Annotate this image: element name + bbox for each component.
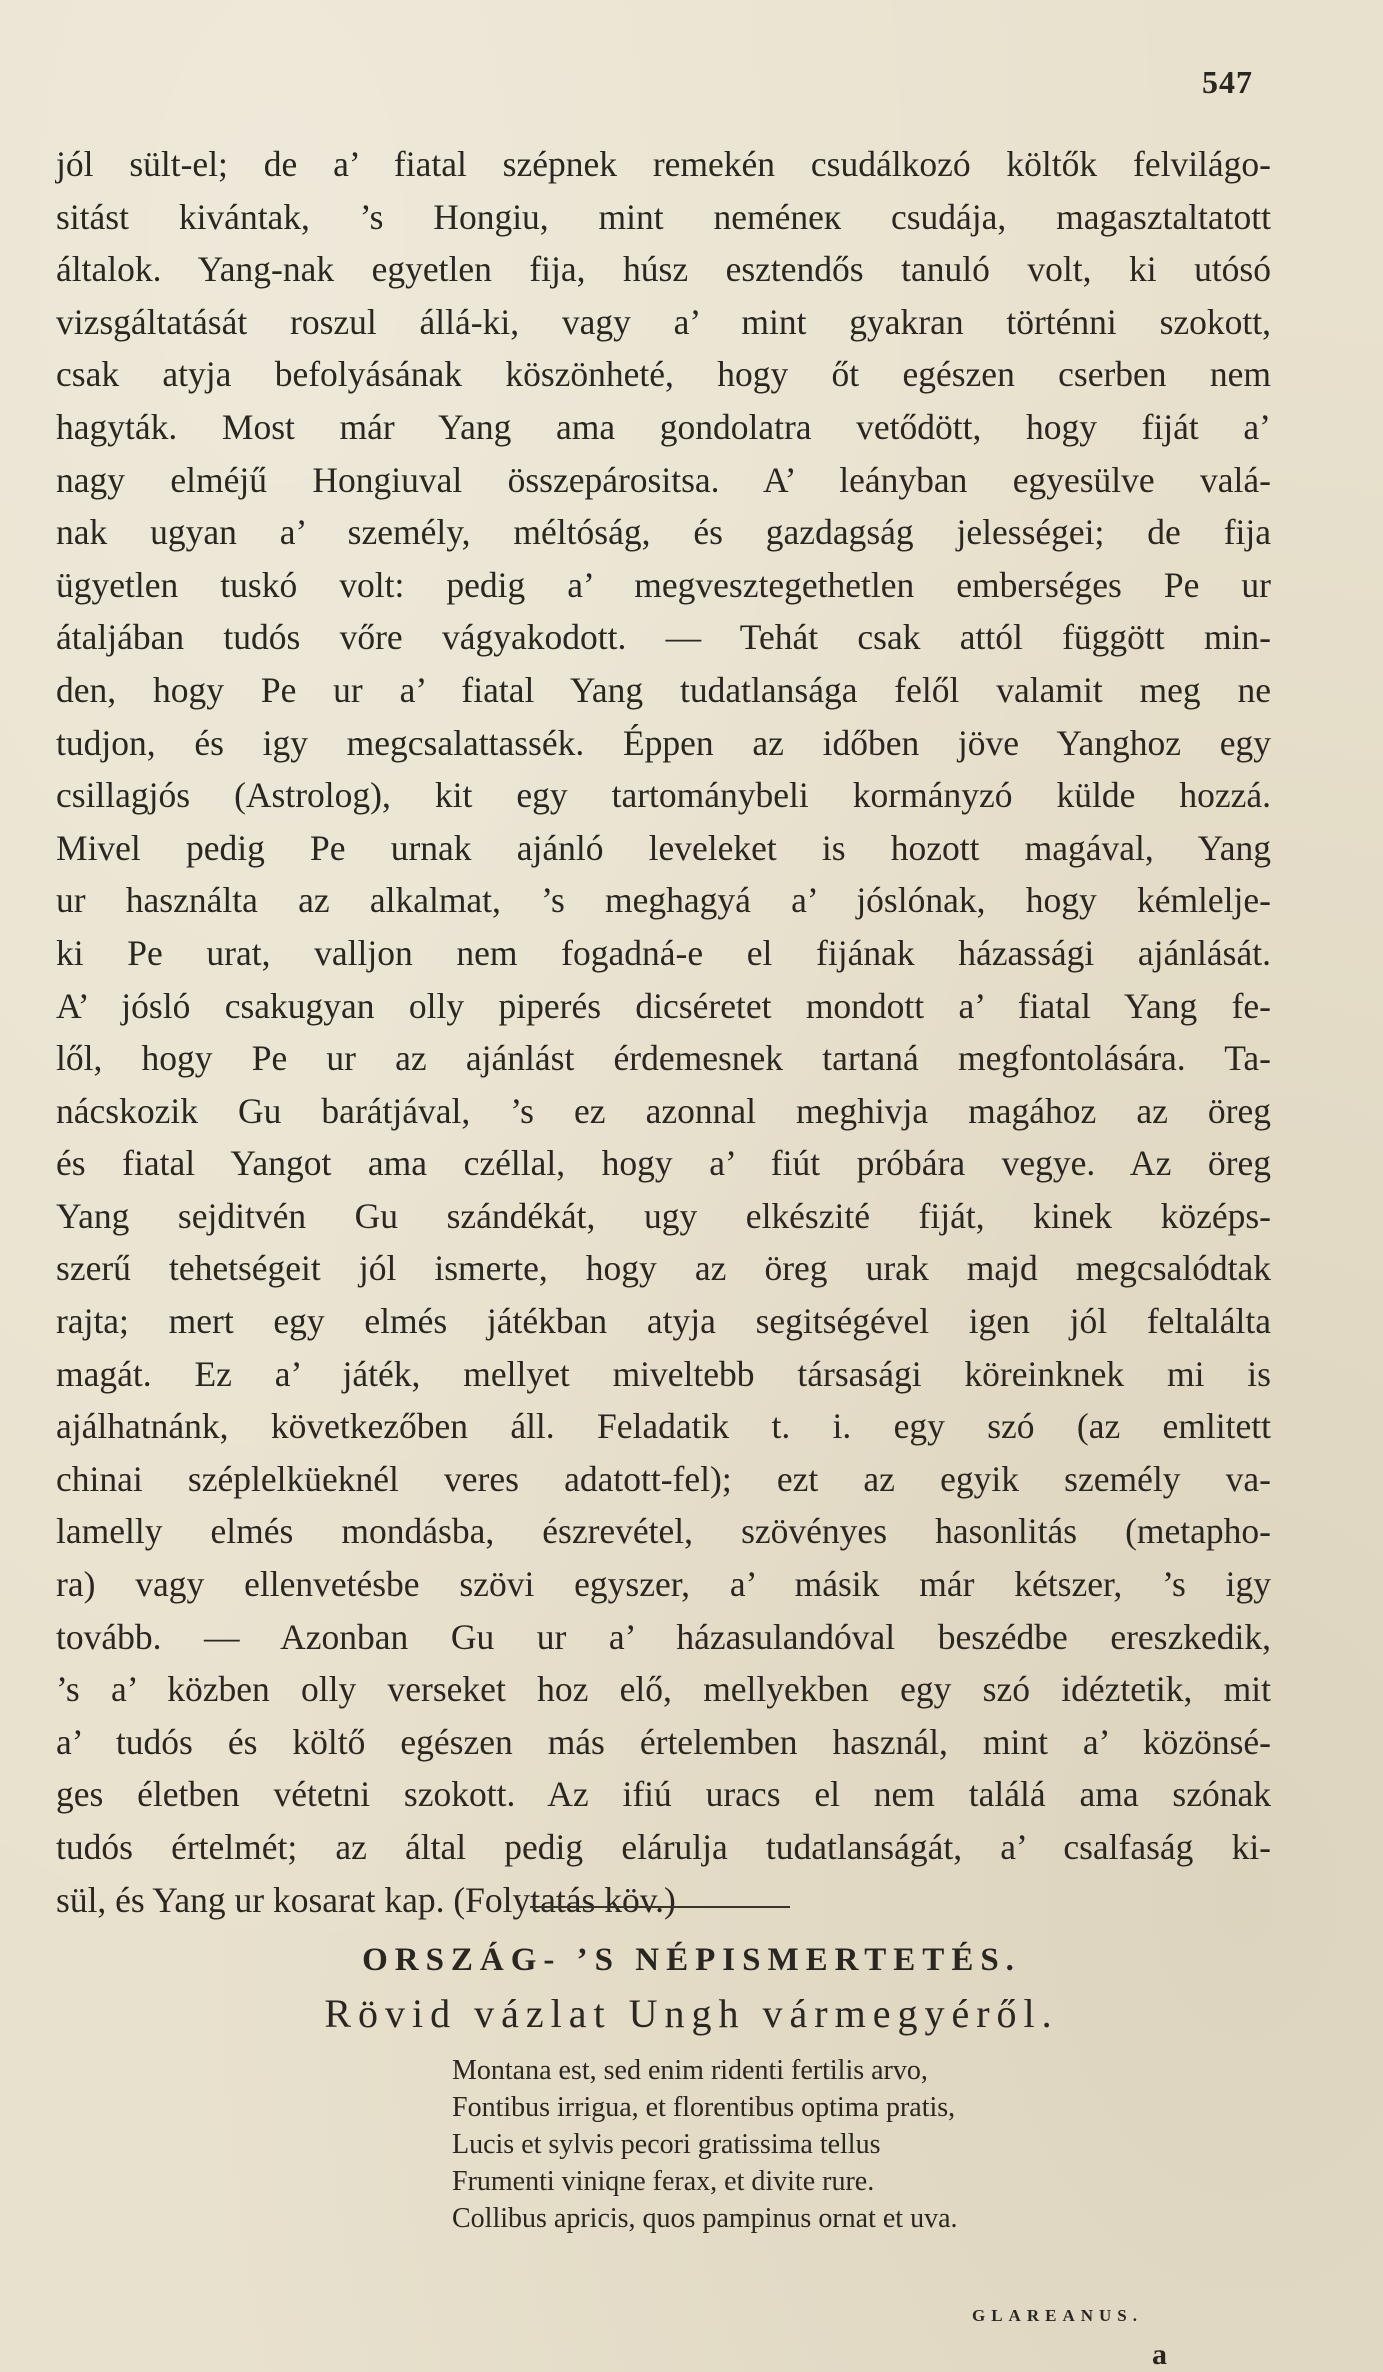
text-line: hagyták. Most már Yang ama gondolatra vetődött, hogy fiját a’ — [56, 406, 1271, 447]
section-divider — [530, 1906, 790, 1908]
page-number: 547 — [1202, 64, 1253, 100]
text-line: ajálhatnánk, következőben áll. Feladatik t. i. egy szó (az emlitett — [56, 1406, 1271, 1447]
text-line: ur használta az alkalmat, ’s meghagyá a’ jóslónak, hogy kémlelje- — [56, 880, 1271, 921]
text-line: lamelly elmés mondásba, észrevétel, szövényes hasonlitás (metapho- — [56, 1511, 1271, 1552]
text-line: den, hogy Pe ur a’ fiatal Yang tudatlansága felől valamit meg ne — [56, 669, 1271, 710]
epigraph-verse — [452, 2052, 1172, 2237]
section-subheading: Rövid vázlat Ungh vármegyéről. — [324, 1991, 1059, 2036]
text-line: rajta; mert egy elmés játékban atyja segitségével igen jól feltalálta — [56, 1301, 1271, 1342]
verse-line: Lucis et sylvis pecori gratissima tellus — [452, 2129, 881, 2160]
text-line: nagy elméjű Hongiuval összepárositsa. A’ leányban egyesülve valá- — [56, 459, 1271, 500]
text-line: sül, és Yang ur kosarat kap. (Folytatás köv.) — [56, 1879, 676, 1920]
text-line: ügyetlen tuskó volt: pedig a’ megvesztegethetlen emberséges Pe ur — [56, 564, 1271, 605]
text-line: lől, hogy Pe ur az ajánlást érdemesnek tartaná megfontolására. Ta- — [56, 1038, 1271, 1079]
text-line: jól sült-el; de a’ fiatal szépnek remekén csudálkozó költők felvilágo- — [56, 144, 1271, 184]
text-line: tudós értelmét; az által pedig elárulja tudatlanságát, a’ csalfaság ki- — [56, 1827, 1271, 1867]
text-line: a’ tudós és költő egészen más értelemben használ, mint a’ közönsé- — [56, 1721, 1271, 1762]
text-line: nácskozik Gu barátjával, ’s ez azonnal meghivja magához az öreg — [56, 1090, 1271, 1131]
body-text — [56, 138, 1271, 1926]
text-line: ’s a’ közben olly verseket hoz elő, mellyekben egy szó idéztetik, mit — [56, 1669, 1271, 1710]
text-line: és fiatal Yangot ama czéllal, hogy a’ fiút próbára vegye. Az öreg — [56, 1143, 1271, 1184]
text-line: csak atyja befolyásának köszönheté, hogy őt egészen cserben nem — [56, 354, 1271, 395]
text-line: nak ugyan a’ személy, méltóság, és gazdagság jelességei; de fija — [56, 512, 1271, 553]
text-line: tovább. — Azonban Gu ur a’ házasulandóval beszédbe ereszkedik, — [56, 1616, 1271, 1657]
text-line: szerű tehetségeit jól ismerte, hogy az öreg urak majd megcsalódtak — [56, 1248, 1271, 1289]
verse-line: Frumenti viniqne ferax, et divite rure. — [452, 2166, 875, 2197]
text-line: Mivel pedig Pe urnak ajánló leveleket is hozott magával, Yang — [56, 827, 1271, 868]
text-line: átaljában tudós vőre vágyakodott. — Tehát csak attól függött min- — [56, 617, 1271, 658]
text-line: vizsgáltatását roszul állá-ki, vagy a’ mint gyakran történni szokott, — [56, 301, 1271, 342]
verse-line: Montana est, sed enim ridenti fertilis arvo, — [452, 2055, 928, 2086]
text-line: A’ jósló csakugyan olly piperés dicséretet mondott a’ fiatal Yang fe- — [56, 985, 1271, 1026]
verse-attribution: GLAREANUS. — [972, 2306, 1143, 2325]
text-line: általok. Yang-nak egyetlen fija, húsz esztendős tanuló volt, ki utósó — [56, 249, 1271, 290]
text-line: tudjon, és igy megcsalattassék. Éppen az időben jöve Yanghoz egy — [56, 722, 1271, 763]
catchword: a — [1152, 2338, 1167, 2371]
text-line: ges életben vétetni szokott. Az ifiú uracs el nem találá ama szónak — [56, 1774, 1271, 1815]
text-line: Yang sejditvén Gu szándékát, ugy elkészité fiját, kinek középs- — [56, 1195, 1271, 1236]
text-line: ra) vagy ellenvetésbe szövi egyszer, a’ másik már kétszer, ’s igy — [56, 1564, 1271, 1605]
text-line: magát. Ez a’ játék, mellyet miveltebb társasági köreinknek mi is — [56, 1353, 1271, 1394]
text-line: csillagjós (Astrolog), kit egy tartománybeli kormányzó külde hozzá. — [56, 775, 1271, 816]
text-line: sitást kivántak, ’s Hongiu, mint neméneк csudája, magasztaltatott — [56, 196, 1271, 237]
section-heading: ORSZÁG- ’S NÉPISMERTETÉS. — [362, 1942, 1021, 1978]
text-line: ki Pe urat, valljon nem fogadná-e el fijának házassági ajánlását. — [56, 932, 1271, 973]
text-line: chinai széplelküeknél veres adatott-fel); ezt az egyik személy va- — [56, 1458, 1271, 1499]
verse-line: Fontibus irrigua, et florentibus optima pratis, — [452, 2092, 956, 2123]
verse-line: Collibus apricis, quos pampinus ornat et uva. — [452, 2203, 958, 2234]
